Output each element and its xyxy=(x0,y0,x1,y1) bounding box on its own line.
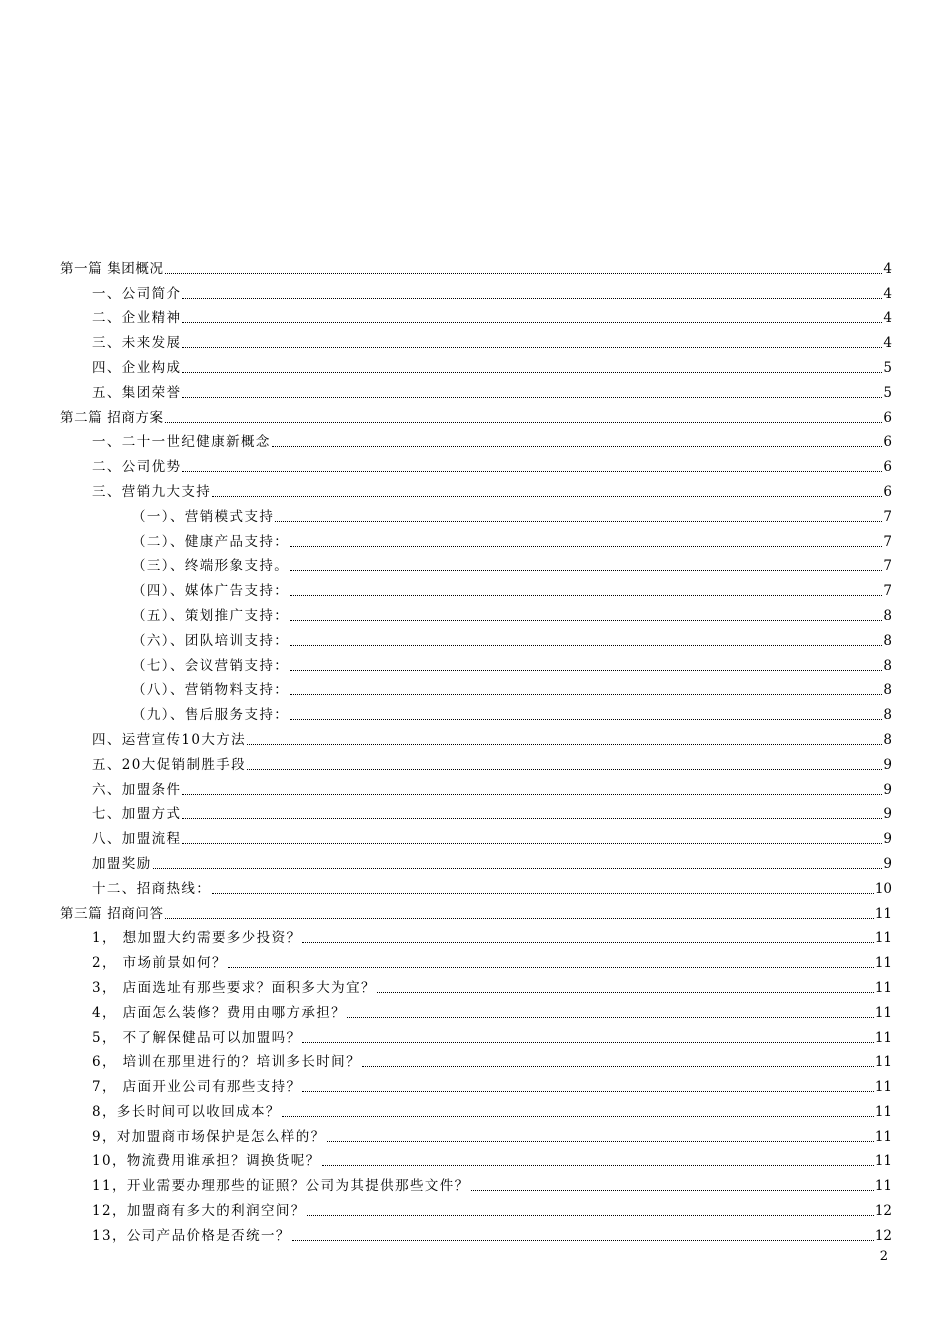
toc-entry-title: （三）、终端形象支持。 xyxy=(132,558,290,575)
toc-entry-page: 11 xyxy=(874,979,892,996)
toc-entry-title: 1， 想加盟大约需要多少投资？ xyxy=(92,930,302,947)
toc-entry-title: （九）、售后服务支持： xyxy=(132,707,290,724)
toc-entry[interactable] xyxy=(60,1145,892,1170)
toc-entry-title: 加盟奖励 xyxy=(92,855,152,872)
dot-leader xyxy=(290,595,882,596)
dot-leader xyxy=(165,918,874,919)
toc-entry[interactable] xyxy=(60,698,892,723)
dot-leader xyxy=(182,397,882,398)
dot-leader xyxy=(302,942,873,943)
dot-leader xyxy=(182,347,882,348)
toc-entry-title: 第三篇 招商问答 xyxy=(60,905,164,922)
toc-entry-page: 6 xyxy=(883,483,892,500)
toc-entry-title: 五、集团荣誉 xyxy=(92,384,182,401)
toc-entry-title: 第二篇 招商方案 xyxy=(60,409,164,426)
dot-leader xyxy=(327,1141,874,1142)
toc-entry-page: 9 xyxy=(883,756,892,773)
toc-entry-title: 一、二十一世纪健康新概念 xyxy=(92,434,271,451)
toc-entry[interactable] xyxy=(60,252,892,277)
toc-entry-page: 8 xyxy=(883,707,892,724)
toc-entry[interactable] xyxy=(60,450,892,475)
table-of-contents xyxy=(60,252,892,1244)
toc-entry-title: 3， 店面选址有那些要求？面积多大为宜？ xyxy=(92,979,376,996)
toc-entry-page: 5 xyxy=(883,384,892,401)
dot-leader xyxy=(290,645,882,646)
toc-entry-page: 6 xyxy=(883,409,892,426)
dot-leader xyxy=(290,694,882,695)
toc-entry-title: （一）、营销模式支持 xyxy=(132,508,275,525)
toc-entry-title: 2， 市场前景如何？ xyxy=(92,955,227,972)
toc-entry-page: 4 xyxy=(883,310,892,327)
toc-entry-title: 5， 不了解保健品可以加盟吗？ xyxy=(92,1029,302,1046)
dot-leader xyxy=(182,372,882,373)
dot-leader xyxy=(165,273,883,274)
toc-entry-page: 7 xyxy=(883,558,892,575)
toc-entry-page: 4 xyxy=(883,285,892,302)
toc-entry[interactable] xyxy=(60,922,892,947)
toc-entry-title: （二）、健康产品支持： xyxy=(132,533,290,550)
toc-entry[interactable] xyxy=(60,1120,892,1145)
toc-entry-title: （七）、会议营销支持： xyxy=(132,657,290,674)
dot-leader xyxy=(165,422,883,423)
toc-entry[interactable] xyxy=(60,376,892,401)
toc-entry-page: 9 xyxy=(883,806,892,823)
dot-leader xyxy=(212,496,882,497)
toc-entry-page: 12 xyxy=(874,1203,892,1220)
toc-entry-title: 四、企业构成 xyxy=(92,359,182,376)
toc-entry[interactable] xyxy=(60,351,892,376)
dot-leader xyxy=(212,893,874,894)
dot-leader xyxy=(247,744,882,745)
dot-leader xyxy=(362,1066,874,1067)
toc-entry-title: 13，公司产品价格是否统一？ xyxy=(92,1227,291,1244)
toc-entry[interactable] xyxy=(60,1095,892,1120)
toc-entry[interactable] xyxy=(60,1219,892,1244)
dot-leader xyxy=(182,818,882,819)
toc-entry[interactable] xyxy=(60,475,892,500)
toc-entry[interactable] xyxy=(60,1169,892,1194)
dot-leader xyxy=(182,843,882,844)
dot-leader xyxy=(290,546,882,547)
toc-entry-page: 11 xyxy=(874,955,892,972)
toc-entry[interactable] xyxy=(60,798,892,823)
toc-entry-title: 五、20大促销制胜手段 xyxy=(92,756,247,773)
toc-entry-page: 8 xyxy=(883,607,892,624)
toc-entry[interactable] xyxy=(60,1070,892,1095)
toc-entry-title: 4， 店面怎么装修？费用由哪方承担？ xyxy=(92,1004,347,1021)
toc-entry-page: 4 xyxy=(883,335,892,352)
toc-entry-title: 8，多长时间可以收回成本？ xyxy=(92,1103,281,1120)
toc-entry-page: 10 xyxy=(874,880,892,897)
toc-entry[interactable] xyxy=(60,723,892,748)
toc-entry[interactable] xyxy=(60,624,892,649)
dot-leader xyxy=(290,570,882,571)
toc-entry-page: 11 xyxy=(874,905,892,922)
toc-entry-page: 11 xyxy=(874,1029,892,1046)
toc-entry-title: 一、公司简介 xyxy=(92,285,182,302)
toc-entry[interactable] xyxy=(60,1046,892,1071)
dot-leader xyxy=(282,1116,874,1117)
dot-leader xyxy=(182,298,882,299)
toc-entry-page: 11 xyxy=(874,930,892,947)
toc-entry-page: 6 xyxy=(883,434,892,451)
toc-entry-page: 11 xyxy=(874,1103,892,1120)
dot-leader xyxy=(290,670,882,671)
toc-entry-page: 8 xyxy=(883,731,892,748)
toc-entry-title: 八、加盟流程 xyxy=(92,831,182,848)
toc-entry-page: 8 xyxy=(883,657,892,674)
toc-entry-title: （六）、团队培训支持： xyxy=(132,632,290,649)
toc-entry[interactable] xyxy=(60,500,892,525)
toc-entry[interactable] xyxy=(60,574,892,599)
toc-entry-title: 9，对加盟商市场保护是怎么样的？ xyxy=(92,1128,326,1145)
page-number: 2 xyxy=(879,1249,888,1264)
dot-leader xyxy=(275,521,882,522)
toc-entry[interactable] xyxy=(60,872,892,897)
toc-entry[interactable] xyxy=(60,302,892,327)
toc-entry-page: 9 xyxy=(883,855,892,872)
dot-leader xyxy=(322,1165,874,1166)
toc-entry-title: 7， 店面开业公司有那些支持？ xyxy=(92,1079,302,1096)
toc-entry-title: 三、营销九大支持 xyxy=(92,483,212,500)
toc-entry-title: 四、运营宣传10大方法 xyxy=(92,731,247,748)
toc-entry-page: 7 xyxy=(883,583,892,600)
toc-entry[interactable] xyxy=(60,897,892,922)
dot-leader xyxy=(292,1240,874,1241)
toc-entry-page: 8 xyxy=(883,632,892,649)
dot-leader xyxy=(290,719,882,720)
toc-entry-title: 6， 培训在那里进行的？培训多长时间？ xyxy=(92,1054,361,1071)
dot-leader xyxy=(471,1190,874,1191)
toc-entry-page: 11 xyxy=(874,1079,892,1096)
toc-entry-page: 12 xyxy=(874,1227,892,1244)
toc-entry-title: 六、加盟条件 xyxy=(92,781,182,798)
toc-entry[interactable] xyxy=(60,847,892,872)
toc-entry[interactable] xyxy=(60,1194,892,1219)
dot-leader xyxy=(307,1215,874,1216)
toc-entry[interactable] xyxy=(60,971,892,996)
toc-entry[interactable] xyxy=(60,550,892,575)
toc-entry-title: （八）、营销物料支持： xyxy=(132,682,290,699)
toc-entry[interactable] xyxy=(60,426,892,451)
dot-leader xyxy=(182,794,882,795)
dot-leader xyxy=(377,992,874,993)
toc-entry[interactable] xyxy=(60,599,892,624)
toc-entry-title: 第一篇 集团概况 xyxy=(60,260,164,277)
toc-entry-page: 11 xyxy=(874,1054,892,1071)
dot-leader xyxy=(302,1042,873,1043)
toc-entry-title: （五）、策划推广支持： xyxy=(132,607,290,624)
toc-entry-page: 11 xyxy=(874,1153,892,1170)
toc-entry-title: 11，开业需要办理那些的证照？公司为其提供那些文件？ xyxy=(92,1178,470,1195)
toc-entry-page: 6 xyxy=(883,459,892,476)
toc-entry[interactable] xyxy=(60,822,892,847)
toc-entry[interactable] xyxy=(60,401,892,426)
toc-entry-page: 11 xyxy=(874,1178,892,1195)
dot-leader xyxy=(247,769,882,770)
toc-entry-page: 11 xyxy=(874,1128,892,1145)
toc-entry-page: 11 xyxy=(874,1004,892,1021)
toc-entry-page: 4 xyxy=(883,260,892,277)
toc-entry[interactable] xyxy=(60,277,892,302)
toc-entry-title: 10，物流费用谁承担？调换货呢？ xyxy=(92,1153,321,1170)
toc-entry[interactable] xyxy=(60,326,892,351)
toc-entry-page: 8 xyxy=(883,682,892,699)
toc-entry-page: 9 xyxy=(883,781,892,798)
dot-leader xyxy=(182,322,882,323)
toc-entry-title: 三、未来发展 xyxy=(92,335,182,352)
toc-entry-title: 12，加盟商有多大的利润空间？ xyxy=(92,1203,306,1220)
toc-entry-title: 二、企业精神 xyxy=(92,310,182,327)
toc-entry-title: 七、加盟方式 xyxy=(92,806,182,823)
toc-entry[interactable] xyxy=(60,748,892,773)
toc-entry[interactable] xyxy=(60,996,892,1021)
dot-leader xyxy=(302,1091,873,1092)
toc-entry-page: 7 xyxy=(883,508,892,525)
toc-entry-page: 5 xyxy=(883,359,892,376)
toc-entry[interactable] xyxy=(60,773,892,798)
toc-entry-page: 9 xyxy=(883,831,892,848)
toc-entry[interactable] xyxy=(60,1021,892,1046)
toc-entry[interactable] xyxy=(60,525,892,550)
dot-leader xyxy=(290,620,882,621)
dot-leader xyxy=(347,1017,874,1018)
toc-entry[interactable] xyxy=(60,674,892,699)
dot-leader xyxy=(182,471,882,472)
toc-entry-title: （四）、媒体广告支持： xyxy=(132,583,290,600)
toc-entry[interactable] xyxy=(60,946,892,971)
toc-entry[interactable] xyxy=(60,649,892,674)
dot-leader xyxy=(153,868,883,869)
toc-entry-title: 十二、招商热线： xyxy=(92,880,212,897)
toc-entry-title: 二、公司优势 xyxy=(92,459,182,476)
dot-leader xyxy=(272,446,883,447)
dot-leader xyxy=(228,967,874,968)
toc-entry-page: 7 xyxy=(883,533,892,550)
